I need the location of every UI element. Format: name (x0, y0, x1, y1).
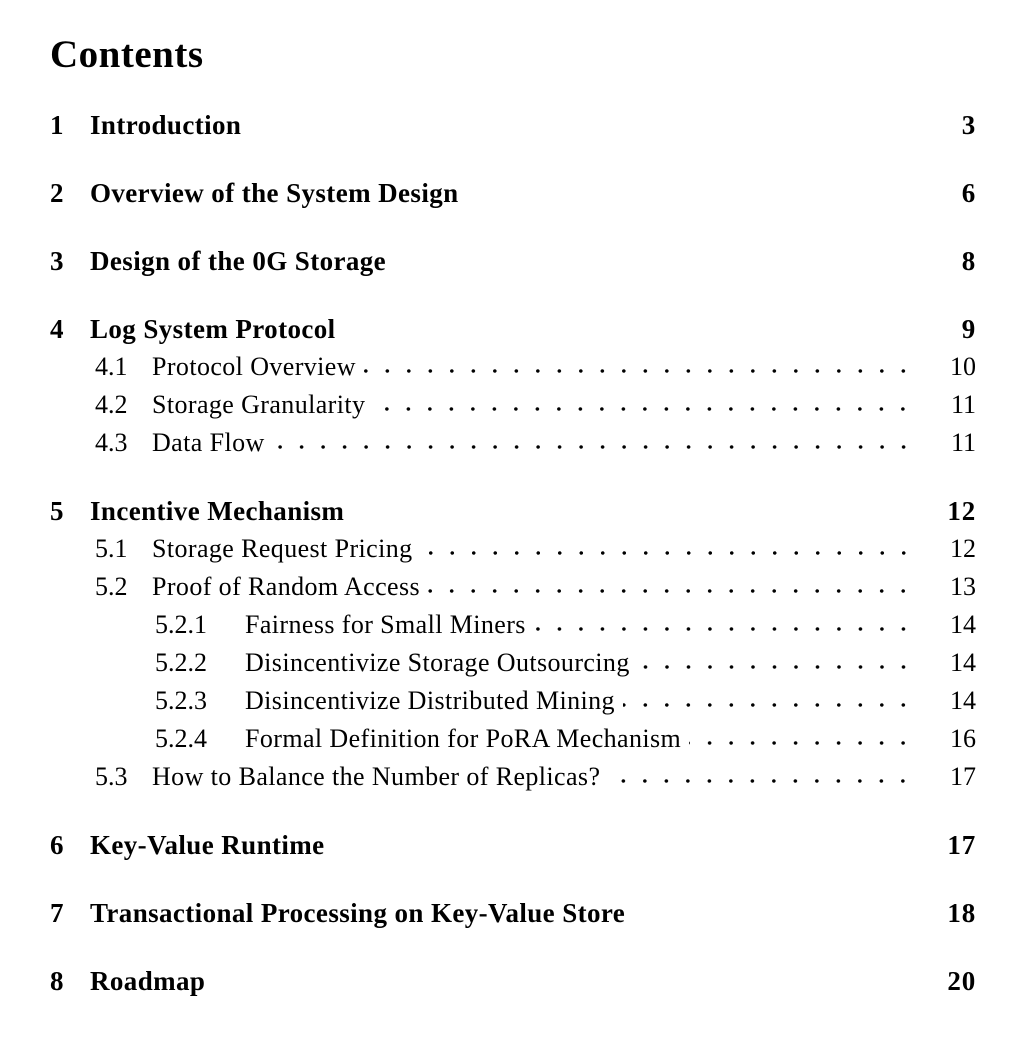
toc-entry-number: 5.2.2 (155, 648, 207, 677)
toc-entry-title: Protocol Overview (152, 352, 356, 381)
toc-entry[interactable] (50, 720, 976, 758)
toc-entry-title: Log System Protocol (90, 314, 336, 344)
toc-entry-title: Data Flow (152, 428, 265, 457)
toc-entry-page: 14 (950, 610, 976, 639)
toc-entry-page: 6 (961, 178, 976, 208)
toc-entry[interactable] (50, 894, 976, 932)
toc-entry[interactable] (50, 682, 976, 720)
dot-leader (364, 369, 914, 375)
toc-entry-page: 18 (947, 898, 976, 928)
dot-leader (428, 589, 914, 595)
toc-entry-page: 3 (961, 110, 976, 140)
toc-entry-title: Incentive Mechanism (90, 496, 345, 526)
toc-entry[interactable] (50, 530, 976, 568)
toc-entry[interactable] (50, 606, 976, 644)
toc-entry[interactable] (50, 106, 976, 144)
toc-entry-title: Formal Definition for PoRA Mechanism (245, 724, 682, 753)
toc-list (50, 106, 976, 1000)
toc-entry-title: Fairness for Small Miners (245, 610, 526, 639)
toc-entry[interactable] (50, 644, 976, 682)
toc-entry-number: 5.1 (95, 534, 128, 563)
toc-entry-number: 5 (50, 496, 65, 526)
toc-entry[interactable] (50, 758, 976, 796)
toc-entry-page: 17 (950, 762, 976, 791)
toc-entry-title: Introduction (90, 110, 242, 140)
toc-entry-title: Transactional Processing on Key-Value Store (90, 898, 626, 928)
dot-leader (273, 445, 914, 451)
toc-entry-number: 5.2.4 (155, 724, 207, 753)
toc-entry-page: 10 (950, 352, 976, 381)
toc-entry-title: Design of the 0G Storage (90, 246, 387, 276)
toc-entry-number: 8 (50, 966, 65, 996)
dot-leader (249, 128, 914, 134)
toc-entry-number: 4.2 (95, 390, 128, 419)
toc-entry-page: 14 (950, 648, 976, 677)
toc-entry-page: 9 (961, 314, 976, 344)
dot-leader (333, 848, 914, 854)
dot-leader (638, 665, 914, 671)
toc-entry-number: 7 (50, 898, 65, 928)
toc-entry-title: Disincentivize Distributed Mining (245, 686, 615, 715)
toc-entry[interactable] (50, 826, 976, 864)
toc-entry-number: 5.2 (95, 572, 128, 601)
dot-leader (534, 627, 914, 633)
toc-entry-number: 5.3 (95, 762, 128, 791)
toc-entry-number: 4 (50, 314, 65, 344)
toc-entry-page: 12 (947, 496, 976, 526)
toc-entry[interactable] (50, 424, 976, 462)
toc-entry[interactable] (50, 174, 976, 212)
toc-entry-page: 11 (950, 428, 976, 457)
toc-entry[interactable] (50, 962, 976, 1000)
toc-entry-page: 16 (950, 724, 976, 753)
toc-entry-number: 5.2.3 (155, 686, 207, 715)
toc-entry[interactable] (50, 310, 976, 348)
toc-entry[interactable] (50, 492, 976, 530)
dot-leader (394, 264, 914, 270)
toc-entry-page: 17 (947, 830, 976, 860)
toc-entry[interactable] (50, 386, 976, 424)
toc-entry-title: Key-Value Runtime (90, 830, 325, 860)
toc-entry-number: 6 (50, 830, 65, 860)
toc-entry-number: 2 (50, 178, 65, 208)
dot-leader (633, 916, 914, 922)
toc-entry[interactable] (50, 242, 976, 280)
toc-entry-title: Proof of Random Access (152, 572, 421, 601)
dot-leader (623, 703, 914, 709)
contents-heading: Contents (50, 33, 204, 76)
toc-entry-page: 11 (950, 390, 976, 419)
dot-leader (213, 984, 914, 990)
dot-leader (373, 407, 914, 413)
dot-leader (344, 332, 914, 338)
toc-entry-page: 20 (947, 966, 976, 996)
toc-entry-title: Disincentivize Storage Outsourcing (245, 648, 630, 677)
dot-leader (421, 551, 915, 557)
toc-entry-page: 12 (950, 534, 976, 563)
toc-entry-title: Roadmap (90, 966, 206, 996)
toc-entry-title: How to Balance the Number of Replicas? (152, 762, 601, 791)
toc-entry-page: 13 (950, 572, 976, 601)
dot-leader (467, 196, 914, 202)
toc-entry-number: 5.2.1 (155, 610, 207, 639)
toc-entry[interactable] (50, 348, 976, 386)
toc-entry-title: Storage Granularity (152, 390, 366, 419)
dot-leader (608, 779, 914, 785)
toc-entry[interactable] (50, 568, 976, 606)
toc-entry-number: 1 (50, 110, 65, 140)
toc-entry-page: 14 (950, 686, 976, 715)
toc-entry-number: 3 (50, 246, 65, 276)
dot-leader (352, 514, 914, 520)
toc-entry-page: 8 (961, 246, 976, 276)
toc-entry-number: 4.3 (95, 428, 128, 457)
toc-entry-title: Storage Request Pricing (152, 534, 413, 563)
toc-entry-title: Overview of the System Design (90, 178, 459, 208)
toc-entry-number: 4.1 (95, 352, 128, 381)
dot-leader (689, 741, 914, 747)
